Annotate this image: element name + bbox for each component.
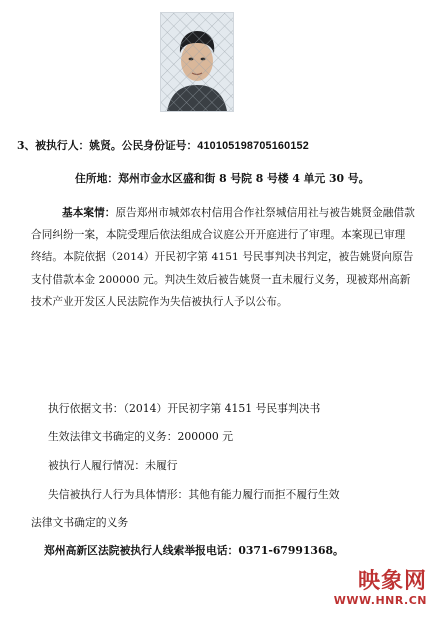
watermark-url: WWW.HNR.CN bbox=[333, 594, 427, 607]
specific-line-2: 法律文书确定的义务 bbox=[31, 516, 129, 529]
person-photo bbox=[160, 12, 234, 112]
specific-line-1: 失信被执行人行为具体情形：其他有能力履行而拒不履行生效 bbox=[48, 488, 340, 501]
case-paragraph bbox=[31, 202, 415, 313]
watermark-brand: 映象网 bbox=[357, 569, 427, 594]
status-line: 被执行人履行情况：未履行 bbox=[48, 459, 178, 472]
id-label: 。公民身份证号： bbox=[110, 139, 198, 152]
hotline-line: 郑州高新区法院被执行人线索举报电话：0371-67991368。 bbox=[44, 544, 344, 557]
obligation-line: 生效法律文书确定的义务：200000 元 bbox=[48, 430, 234, 443]
address-label: 住所地： bbox=[75, 172, 119, 185]
id-number: 410105198705160152 bbox=[197, 140, 309, 152]
address-value: 郑州市金水区盛和街 8 号院 8 号楼 4 单元 30 号。 bbox=[118, 172, 370, 185]
person-name: 姚贤 bbox=[89, 139, 111, 152]
case-label: 基本案情： bbox=[62, 207, 116, 219]
entry-heading bbox=[17, 139, 309, 153]
basis-line: 执行依据文书：（2014）开民初字第 4151 号民事判决书 bbox=[48, 402, 321, 415]
case-text: 原告郑州市城郊农村信用合作社祭城信用社与被告姚贤金融借款合同纠纷一案，本院受理后依法组成合议庭公开开庭进行了审理。本案现已审理终结。本院依据（2014）开民初字第 4151 号民事判决书判定，被告姚贤向原告支付借款本金 200000 元。判决生效后被告姚贤一直未履行义务，现被郑州高新技术产业开发区人民法院作为失信被执行人予以公布。 bbox=[31, 207, 415, 308]
watermark-logo bbox=[334, 570, 427, 608]
entry-number-label: 3、被执行人： bbox=[17, 139, 90, 152]
address-line bbox=[75, 172, 369, 186]
